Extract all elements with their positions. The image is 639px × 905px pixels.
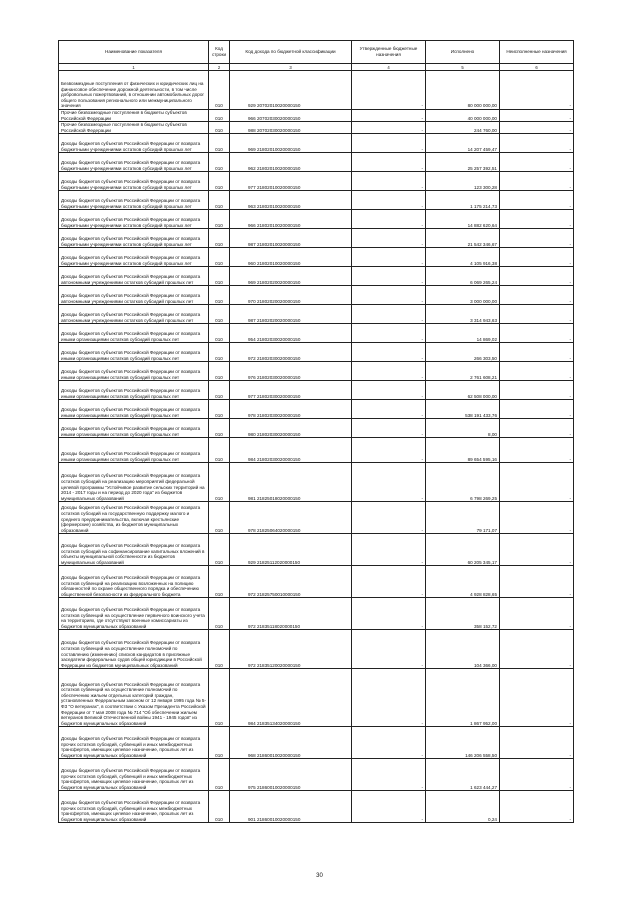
row-name: Безвозмездные поступления от физических и юридических лиц на финансовое обеспечение дорожной деятельности, в том числе добровольных пожертвований, в отношении автомобильных дорог общего пользования регионального или межмуниципального значения xyxy=(59,71,209,110)
row-line-code: 010 xyxy=(209,324,230,343)
row-line-code: 010 xyxy=(209,343,230,362)
row-name: Доходы бюджетов субъектов Российской Федерации от возврата остатков субвенций на реализацию возложенных на полицию обязанностей по охране общественного порядка и обеспечению общественной безопасности из федерального бюджета xyxy=(59,566,209,598)
row-executed: 4 105 916,38 xyxy=(426,248,500,267)
table-row xyxy=(59,791,574,823)
row-approved: - xyxy=(352,286,426,305)
row-executed: 8,00 xyxy=(426,419,500,438)
row-line-code: 010 xyxy=(209,400,230,419)
row-approved: - xyxy=(352,791,426,823)
row-name: Доходы бюджетов субъектов Российской Федерации от возврата остатков субсидий на реализацию мероприятий федеральной целевой программы "Устойчивое развитие сельских территорий на 2014 - 2017 годы и на период до 2020 года" из бюджетов муниципальных образований xyxy=(59,463,209,502)
row-line-code: 010 xyxy=(209,305,230,324)
row-approved: - xyxy=(352,438,426,463)
table-row xyxy=(59,669,574,727)
row-approved: - xyxy=(352,727,426,759)
row-approved: - xyxy=(352,122,426,134)
header-budget-code: Код дохода по бюджетной классификации xyxy=(230,41,352,64)
row-line-code: 010 xyxy=(209,669,230,727)
row-name: Доходы бюджетов субъектов Российской Федерации от возврата автономными учреждениями остатков субсидий прошлых лет xyxy=(59,286,209,305)
row-budget-code: 978 21802030020000150 xyxy=(230,400,352,419)
row-executed: 89 654 595,16 xyxy=(426,438,500,463)
row-unexecuted: - xyxy=(500,134,574,153)
row-budget-code: 972 21835118020000150 xyxy=(230,598,352,630)
revenue-table xyxy=(58,40,574,823)
row-budget-code: 969 21802010020000150 xyxy=(230,134,352,153)
row-executed: 6 069 265,24 xyxy=(426,267,500,286)
row-line-code: 010 xyxy=(209,381,230,400)
column-number: 6 xyxy=(500,64,574,71)
row-name: Доходы бюджетов субъектов Российской Федерации от возврата иными организациями остатков субсидий прошлых лет xyxy=(59,324,209,343)
row-unexecuted: - xyxy=(500,400,574,419)
row-unexecuted: - xyxy=(500,438,574,463)
row-approved: - xyxy=(352,400,426,419)
table-row xyxy=(59,534,574,566)
row-unexecuted: - xyxy=(500,759,574,791)
row-budget-code: 954 21802030020000150 xyxy=(230,324,352,343)
row-executed: 2 761 608,21 xyxy=(426,362,500,381)
table-row xyxy=(59,122,574,134)
table-row xyxy=(59,343,574,362)
row-line-code: 010 xyxy=(209,362,230,381)
column-number: 5 xyxy=(426,64,500,71)
row-line-code: 010 xyxy=(209,134,230,153)
row-budget-code: 978 21825064020000150 xyxy=(230,502,352,534)
column-number-row xyxy=(59,64,574,71)
row-unexecuted: - xyxy=(500,669,574,727)
row-budget-code: 966 21802010020000150 xyxy=(230,210,352,229)
row-unexecuted: - xyxy=(500,153,574,172)
row-budget-code: 981 21825018020000150 xyxy=(230,463,352,502)
row-unexecuted: - xyxy=(500,210,574,229)
row-unexecuted: - xyxy=(500,229,574,248)
row-budget-code: 976 21802030020000150 xyxy=(230,362,352,381)
row-line-code: 010 xyxy=(209,229,230,248)
row-name: Прочие безвозмездные поступления в бюджеты субъектов Российской Федерации xyxy=(59,110,209,122)
row-unexecuted: - xyxy=(500,381,574,400)
row-line-code: 010 xyxy=(209,759,230,791)
row-executed: 40 000 000,00 xyxy=(426,110,500,122)
row-line-code: 010 xyxy=(209,463,230,502)
table-row xyxy=(59,210,574,229)
column-number: 1 xyxy=(59,64,209,71)
row-unexecuted: - xyxy=(500,286,574,305)
row-unexecuted: - xyxy=(500,791,574,823)
row-name: Доходы бюджетов субъектов Российской Федерации от возврата бюджетными учреждениями остатков субсидий прошлых лет xyxy=(59,153,209,172)
row-budget-code: 929 20702010020000150 xyxy=(230,71,352,110)
row-budget-code: 977 21802030020000150 xyxy=(230,381,352,400)
row-line-code: 010 xyxy=(209,153,230,172)
row-unexecuted: - xyxy=(500,598,574,630)
row-name: Прочие безвозмездные поступления в бюджеты субъектов Российской Федерации xyxy=(59,122,209,134)
row-name: Доходы бюджетов субъектов Российской Федерации от возврата прочих остатков субсидий, субвенций и иных межбюджетных трансфертов, имеющих целевое назначение, прошлых лет из бюджетов муниципальных образований xyxy=(59,791,209,823)
table-row xyxy=(59,400,574,419)
row-budget-code: 968 21860010020000150 xyxy=(230,727,352,759)
row-executed: 1 623 444,27 xyxy=(426,759,500,791)
row-approved: - xyxy=(352,324,426,343)
row-executed: 62 508 000,00 xyxy=(426,381,500,400)
table-row xyxy=(59,598,574,630)
row-budget-code: 988 20702030020000150 xyxy=(230,122,352,134)
row-name: Доходы бюджетов субъектов Российской Федерации от возврата автономными учреждениями остатков субсидий прошлых лет xyxy=(59,267,209,286)
table-row xyxy=(59,110,574,122)
row-name: Доходы бюджетов субъектов Российской Федерации от возврата остатков субсидий на государственную поддержку малого и среднего предпринимательства, включая крестьянские (фермерские) хозяйства, из бюджетов муниципальных образований xyxy=(59,502,209,534)
row-unexecuted: - xyxy=(500,343,574,362)
row-budget-code: 977 21802010020000150 xyxy=(230,172,352,191)
row-name: Доходы бюджетов субъектов Российской Федерации от возврата прочих остатков субсидий, субвенций и иных межбюджетных трансфертов, имеющих целевое назначение, прошлых лет из бюджетов муниципальных образований xyxy=(59,759,209,791)
table-row xyxy=(59,759,574,791)
table-row xyxy=(59,362,574,381)
row-executed: 244 760,00 xyxy=(426,122,500,134)
row-executed: 14 869,02 xyxy=(426,324,500,343)
row-name: Доходы бюджетов субъектов Российской Федерации от возврата бюджетными учреждениями остатков субсидий прошлых лет xyxy=(59,229,209,248)
row-approved: - xyxy=(352,463,426,502)
row-approved: - xyxy=(352,229,426,248)
table-row xyxy=(59,502,574,534)
column-number: 2 xyxy=(209,64,230,71)
row-unexecuted: - xyxy=(500,502,574,534)
row-approved: - xyxy=(352,759,426,791)
row-approved: - xyxy=(352,248,426,267)
table-row xyxy=(59,438,574,463)
table-row xyxy=(59,267,574,286)
row-name: Доходы бюджетов субъектов Российской Федерации от возврата прочих остатков субсидий, субвенций и иных межбюджетных трансфертов, имеющих целевое назначение, прошлых лет из бюджетов муниципальных образований xyxy=(59,727,209,759)
row-name: Доходы бюджетов субъектов Российской Федерации от возврата иными организациями остатков субсидий прошлых лет xyxy=(59,400,209,419)
table-row xyxy=(59,419,574,438)
column-number: 3 xyxy=(230,64,352,71)
row-name: Доходы бюджетов субъектов Российской Федерации от возврата бюджетными учреждениями остатков субсидий прошлых лет xyxy=(59,134,209,153)
row-approved: - xyxy=(352,110,426,122)
row-name: Доходы бюджетов субъектов Российской Федерации от возврата иными организациями остатков субсидий прошлых лет xyxy=(59,362,209,381)
row-line-code: 010 xyxy=(209,630,230,669)
row-executed: 0,24 xyxy=(426,791,500,823)
row-approved: - xyxy=(352,534,426,566)
row-unexecuted: - xyxy=(500,110,574,122)
row-approved: - xyxy=(352,343,426,362)
row-unexecuted: - xyxy=(500,122,574,134)
row-name: Доходы бюджетов субъектов Российской Федерации от возврата иными организациями остатков субсидий прошлых лет xyxy=(59,438,209,463)
row-name: Доходы бюджетов субъектов Российской Федерации от возврата бюджетными учреждениями остатков субсидий прошлых лет xyxy=(59,172,209,191)
header-line-code: Код строки xyxy=(209,41,230,64)
row-executed: 104 366,00 xyxy=(426,630,500,669)
header-unexecuted: Неисполненные назначения xyxy=(500,41,574,64)
row-approved: - xyxy=(352,191,426,210)
row-approved: - xyxy=(352,172,426,191)
table-row xyxy=(59,630,574,669)
row-budget-code: 960 21802010020000150 xyxy=(230,248,352,267)
row-executed: 79 171,07 xyxy=(426,502,500,534)
row-line-code: 010 xyxy=(209,110,230,122)
table-row xyxy=(59,191,574,210)
table-row xyxy=(59,324,574,343)
row-name: Доходы бюджетов субъектов Российской Федерации от возврата бюджетными учреждениями остатков субсидий прошлых лет xyxy=(59,191,209,210)
row-line-code: 010 xyxy=(209,566,230,598)
row-executed: 80 000 000,00 xyxy=(426,71,500,110)
row-executed: 358 152,72 xyxy=(426,598,500,630)
row-line-code: 010 xyxy=(209,191,230,210)
row-unexecuted: - xyxy=(500,727,574,759)
row-line-code: 010 xyxy=(209,122,230,134)
row-executed: 3 314 943,63 xyxy=(426,305,500,324)
row-line-code: 010 xyxy=(209,286,230,305)
header-name: Наименование показателя xyxy=(59,41,209,64)
row-budget-code: 966 20702030020000150 xyxy=(230,110,352,122)
row-line-code: 010 xyxy=(209,502,230,534)
row-executed: 4 928 828,65 xyxy=(426,566,500,598)
row-approved: - xyxy=(352,267,426,286)
row-approved: - xyxy=(352,669,426,727)
row-budget-code: 972 21835120020000150 xyxy=(230,630,352,669)
column-number: 4 xyxy=(352,64,426,71)
row-approved: - xyxy=(352,71,426,110)
row-line-code: 010 xyxy=(209,419,230,438)
row-name: Доходы бюджетов субъектов Российской Федерации от возврата бюджетными учреждениями остатков субсидий прошлых лет xyxy=(59,210,209,229)
row-executed: 6 798 269,25 xyxy=(426,463,500,502)
row-unexecuted: - xyxy=(500,305,574,324)
row-budget-code: 972 21802030020000150 xyxy=(230,343,352,362)
table-row xyxy=(59,229,574,248)
row-line-code: 010 xyxy=(209,598,230,630)
row-approved: - xyxy=(352,362,426,381)
row-unexecuted: - xyxy=(500,267,574,286)
row-executed: 1 175 214,73 xyxy=(426,191,500,210)
table-row xyxy=(59,134,574,153)
row-executed: 266 303,50 xyxy=(426,343,500,362)
row-unexecuted: - xyxy=(500,172,574,191)
table-row xyxy=(59,463,574,502)
row-unexecuted: - xyxy=(500,191,574,210)
row-budget-code: 929 21825112020000150 xyxy=(230,534,352,566)
header-executed: Исполнено xyxy=(426,41,500,64)
table-row xyxy=(59,248,574,267)
row-budget-code: 987 21802020020000150 xyxy=(230,305,352,324)
row-name: Доходы бюджетов субъектов Российской Федерации от возврата остатков субвенций на осуществление полномочий по обеспечению жильем отдельных категорий граждан, установленных Федеральным законом от 12 января 1995 года № 5-ФЗ "О ветеранах", в соответствии с Указом Президента Российской Федерации от 7 мая 2008 года № 714 "Об обеспечении жильем ветеранов Великой Отечественной войны 1941 - 1945 годов" из бюджетов муниципальных образований xyxy=(59,669,209,727)
row-budget-code: 987 21802010020000150 xyxy=(230,229,352,248)
row-name: Доходы бюджетов субъектов Российской Федерации от возврата остатков субсидий на софинансирование капитальных вложений в объекты муниципальной собственности из бюджетов муниципальных образований xyxy=(59,534,209,566)
table-row xyxy=(59,172,574,191)
row-unexecuted: - xyxy=(500,463,574,502)
row-name: Доходы бюджетов субъектов Российской Федерации от возврата автономными учреждениями остатков субсидий прошлых лет xyxy=(59,305,209,324)
row-line-code: 010 xyxy=(209,438,230,463)
row-executed: 3 000 000,00 xyxy=(426,286,500,305)
row-budget-code: 984 21802030020000150 xyxy=(230,438,352,463)
row-executed: 14 882 620,64 xyxy=(426,210,500,229)
row-line-code: 010 xyxy=(209,248,230,267)
row-line-code: 010 xyxy=(209,534,230,566)
row-unexecuted: - xyxy=(500,630,574,669)
table-row xyxy=(59,305,574,324)
row-unexecuted: - xyxy=(500,566,574,598)
row-approved: - xyxy=(352,566,426,598)
row-approved: - xyxy=(352,134,426,153)
row-unexecuted: - xyxy=(500,248,574,267)
row-approved: - xyxy=(352,381,426,400)
row-executed: 25 257 392,51 xyxy=(426,153,500,172)
table-row xyxy=(59,286,574,305)
row-executed: 14 207 459,47 xyxy=(426,134,500,153)
row-line-code: 010 xyxy=(209,727,230,759)
row-executed: 123 300,28 xyxy=(426,172,500,191)
table-row xyxy=(59,381,574,400)
row-budget-code: 969 21802020020000150 xyxy=(230,267,352,286)
page-number: 30 xyxy=(316,873,323,879)
row-approved: - xyxy=(352,630,426,669)
row-approved: - xyxy=(352,502,426,534)
row-line-code: 010 xyxy=(209,172,230,191)
row-name: Доходы бюджетов субъектов Российской Федерации от возврата иными организациями остатков субсидий прошлых лет xyxy=(59,419,209,438)
row-budget-code: 901 21860010020000150 xyxy=(230,791,352,823)
row-executed: 21 542 346,67 xyxy=(426,229,500,248)
row-approved: - xyxy=(352,598,426,630)
table-header-row xyxy=(59,41,574,64)
row-unexecuted: - xyxy=(500,362,574,381)
row-budget-code: 972 21825750010000150 xyxy=(230,566,352,598)
row-name: Доходы бюджетов субъектов Российской Федерации от возврата остатков субвенций на осуществление первичного воинского учета на территориях, где отсутствуют военные комиссариаты из бюджетов муниципальных образований xyxy=(59,598,209,630)
row-approved: - xyxy=(352,153,426,172)
row-budget-code: 970 21802020020000150 xyxy=(230,286,352,305)
row-unexecuted: - xyxy=(500,419,574,438)
row-approved: - xyxy=(352,305,426,324)
row-line-code: 010 xyxy=(209,267,230,286)
row-budget-code: 980 21802030020000150 xyxy=(230,419,352,438)
row-name: Доходы бюджетов субъектов Российской Федерации от возврата остатков субвенций на осуществление полномочий по составлению (изменению) списков кандидатов в присяжные заседатели федеральных судов общей юрисдикции в Российской Федерации из бюджетов муниципальных образований xyxy=(59,630,209,669)
table-row xyxy=(59,153,574,172)
row-budget-code: 963 21802010020000150 xyxy=(230,191,352,210)
row-executed: 60 205 345,17 xyxy=(426,534,500,566)
row-unexecuted: - xyxy=(500,324,574,343)
row-line-code: 010 xyxy=(209,210,230,229)
row-budget-code: 962 21802010020000150 xyxy=(230,153,352,172)
row-name: Доходы бюджетов субъектов Российской Федерации от возврата бюджетными учреждениями остатков субсидий прошлых лет xyxy=(59,248,209,267)
row-budget-code: 984 21835134020000150 xyxy=(230,669,352,727)
report-page xyxy=(58,40,573,823)
row-approved: - xyxy=(352,419,426,438)
row-unexecuted: - xyxy=(500,71,574,110)
row-line-code: 010 xyxy=(209,71,230,110)
table-row xyxy=(59,71,574,110)
row-name: Доходы бюджетов субъектов Российской Федерации от возврата иными организациями остатков субсидий прошлых лет xyxy=(59,343,209,362)
row-approved: - xyxy=(352,210,426,229)
header-approved: Утвержденные бюджетные назначения xyxy=(352,41,426,64)
table-row xyxy=(59,566,574,598)
table-row xyxy=(59,727,574,759)
row-line-code: 010 xyxy=(209,791,230,823)
row-name: Доходы бюджетов субъектов Российской Федерации от возврата иными организациями остатков субсидий прошлых лет xyxy=(59,381,209,400)
row-unexecuted: - xyxy=(500,534,574,566)
row-executed: 538 191 433,76 xyxy=(426,400,500,419)
row-executed: 146 206 558,50 xyxy=(426,727,500,759)
row-budget-code: 975 21860010020000150 xyxy=(230,759,352,791)
row-executed: 1 867 952,00 xyxy=(426,669,500,727)
